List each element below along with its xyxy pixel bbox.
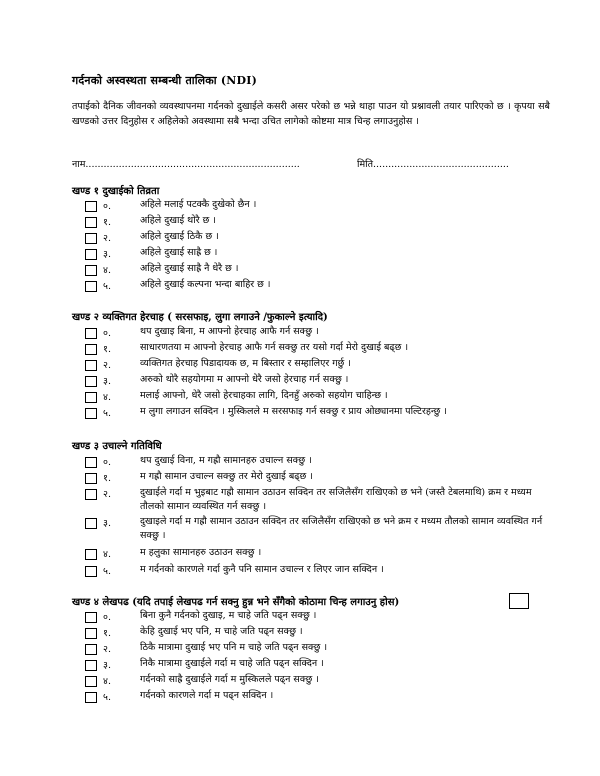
item-number: ४. bbox=[103, 265, 111, 276]
cannot-read-checkbox[interactable] bbox=[509, 593, 529, 609]
section-4-heading: खण्ड ४ लेखपढ (यदि तपाई लेखपढ गर्न सक्नु हुन्न भने सँगैको कोठामा चिन्ह लगाउनु होस) bbox=[72, 597, 400, 608]
item-text: म हलुका सामानहरु उठाउन सक्छु । bbox=[140, 547, 262, 558]
item-number: १. bbox=[103, 217, 111, 228]
date-field[interactable]: मिति............................................. bbox=[357, 159, 509, 170]
item-number: ५. bbox=[103, 408, 111, 419]
checkbox[interactable] bbox=[85, 201, 97, 212]
intro-paragraph: तपाईको दैनिक जीवनको व्यवस्थापनमा गर्दनको दुखाईले कसरी असर परेको छ भन्ने थाहा पाउन यो प्रश्नावली तयार पारिएको छ । कृपया सबै खण्डको उत्तर दिनुहोस र अहिलेको अवस्थामा सबै भन्दा उचित लागेको कोष्टमा मात्र चिन्ह लगाउनुहोस । bbox=[72, 101, 550, 127]
checkbox[interactable] bbox=[85, 392, 97, 403]
item-text: व्यक्तिगत हेरचाह पिडादायक छ, म बिस्तार र सम्हालिएर गर्छु । bbox=[140, 358, 351, 369]
section-2-heading: खण्ड २ व्यक्तिगत हेरचाह ( सरसफाइ, लुगा लगाउने /फुकाल्ने इत्यादि) bbox=[72, 312, 328, 323]
checkbox[interactable] bbox=[85, 457, 97, 468]
item-number: ४. bbox=[103, 392, 111, 403]
item-number: ०. bbox=[103, 612, 111, 623]
item-number: ५. bbox=[103, 281, 111, 292]
item-number: ३. bbox=[103, 376, 111, 387]
item-number: १. bbox=[103, 473, 111, 484]
item-text: अहिले दुखाई थोरै छ । bbox=[140, 215, 216, 226]
checkbox[interactable] bbox=[85, 217, 97, 228]
section-3-heading: खण्ड ३ उचाल्ने गतिविधि bbox=[72, 441, 162, 452]
item-number: २. bbox=[103, 360, 111, 371]
item-text: केहि दुखाई भए पनि, म चाहे जति पढ्न सक्छु । bbox=[140, 626, 303, 637]
item-text: म लुगा लगाउन सक्दिन । मुस्किलले म सरसफाइ गर्न सक्छु र प्राय ओछ्यानमा पल्टिरहन्छु । bbox=[140, 406, 447, 417]
item-text: गर्दनको कारणले गर्दा म पढ्न सक्दिन । bbox=[140, 690, 274, 701]
item-number: ४. bbox=[103, 676, 111, 687]
item-text: अहिले दुखाई कल्पना भन्दा बाहिर छ । bbox=[140, 279, 271, 290]
item-text: अरुको थोरै सहयोगमा म आफ्नो धेरै जसो हेरचाह गर्न सक्छु । bbox=[140, 374, 349, 385]
checkbox[interactable] bbox=[85, 233, 97, 244]
item-text: थप दुखाई विना, म गह्रौ सामानहरु उचाल्न सक्छु । bbox=[140, 455, 312, 466]
item-text: दुखाइले गर्दा म गह्रौ सामान उठाउन सक्दिन तर सजिलैसँग राखिएको छ भने क्रम र मध्यम तौलको सामान व्यवस्थित गर्न सक्छु । bbox=[140, 516, 543, 541]
checkbox[interactable] bbox=[85, 660, 97, 671]
section-1-heading: खण्ड १ दुखाईको तिव्रता bbox=[72, 186, 160, 197]
checkbox[interactable] bbox=[85, 376, 97, 387]
item-number: ३. bbox=[103, 660, 111, 671]
checkbox[interactable] bbox=[85, 408, 97, 419]
item-text: मलाई आफ्नो, धेरै जसो हेरचाहका लागि, दिनहुँ अरुको सहयोग चाहिन्छ । bbox=[140, 390, 388, 401]
item-text: ठिकै मात्रामा दुखाई भए पनि म चाहे जति पढ्न सक्छु । bbox=[140, 642, 328, 653]
item-text: अहिले मलाई पटक्कै दुखेको छैन । bbox=[140, 199, 257, 210]
checkbox[interactable] bbox=[85, 360, 97, 371]
item-number: १. bbox=[103, 344, 111, 355]
checkbox[interactable] bbox=[85, 265, 97, 276]
checkbox[interactable] bbox=[85, 676, 97, 687]
item-text: अहिले दुखाई ठिकै छ । bbox=[140, 231, 219, 242]
checkbox[interactable] bbox=[85, 628, 97, 639]
item-number: ४. bbox=[103, 549, 111, 560]
checkbox[interactable] bbox=[85, 644, 97, 655]
item-number: २. bbox=[103, 489, 111, 500]
item-number: २. bbox=[103, 233, 111, 244]
checkbox[interactable] bbox=[85, 489, 97, 500]
checkbox[interactable] bbox=[85, 344, 97, 355]
checkbox[interactable] bbox=[85, 518, 97, 529]
checkbox[interactable] bbox=[85, 473, 97, 484]
checkbox[interactable] bbox=[85, 566, 97, 577]
checkbox[interactable] bbox=[85, 281, 97, 292]
item-number: १. bbox=[103, 628, 111, 639]
item-number: ०. bbox=[103, 457, 111, 468]
checkbox[interactable] bbox=[85, 549, 97, 560]
item-text: म गर्दनको कारणले गर्दा कुनै पनि सामान उचाल्न र लिएर जान सक्दिन । bbox=[140, 564, 384, 575]
item-text: थप दुखाइ बिना, म आफ्नो हेरचाह आफै गर्न सक्छु । bbox=[140, 326, 319, 337]
item-number: ३. bbox=[103, 249, 111, 260]
item-text: म गह्रौ सामान उचाल्न सक्छु तर मेरो दुखाई बढ्छ । bbox=[140, 471, 313, 482]
checkbox[interactable] bbox=[85, 249, 97, 260]
item-number: २. bbox=[103, 644, 111, 655]
item-text: निकै मात्रामा दुखाईले गर्दा म चाहे जति पढ्न सक्दिन । bbox=[140, 658, 324, 669]
item-text: दुखाईले गर्दा म भुइबाट गह्रौ सामान उठाउन सक्दिन तर सजिलैसँग राखिएको छ भने (जस्तै टेबलमाथि) क्रम र मध्यम तौलको सामान व्यवस्थित गर्न सक्छु । bbox=[140, 487, 532, 512]
item-number: ५. bbox=[103, 692, 111, 703]
item-text: अहिले दुखाई साह्रै छ । bbox=[140, 247, 218, 258]
checkbox[interactable] bbox=[85, 328, 97, 339]
item-text: अहिले दुखाई साह्रै नै धेरै छ । bbox=[140, 263, 239, 274]
item-number: ३. bbox=[103, 518, 111, 529]
item-text: बिना कुनै गर्दनको दुखाइ, म चाहे जति पढ्न सक्छु । bbox=[140, 610, 317, 621]
item-text: गर्दनको साह्रै दुखाईले गर्दा म मुस्किलले पढ्न सक्छु । bbox=[140, 674, 319, 685]
item-number: ०. bbox=[103, 328, 111, 339]
name-field[interactable]: नाम....................................................................... bbox=[72, 159, 300, 170]
item-text: साधारणतया म आफ्नो हेरचाह आफै गर्न सक्छु तर यसो गर्दा मेरो दुखाई बढ्छ । bbox=[140, 342, 409, 353]
checkbox[interactable] bbox=[85, 612, 97, 623]
page-title: गर्दनको अस्वस्थता सम्बन्धी तालिका (NDI) bbox=[72, 74, 257, 87]
item-number: ०. bbox=[103, 201, 111, 212]
item-number: ५. bbox=[103, 566, 111, 577]
checkbox[interactable] bbox=[85, 692, 97, 703]
